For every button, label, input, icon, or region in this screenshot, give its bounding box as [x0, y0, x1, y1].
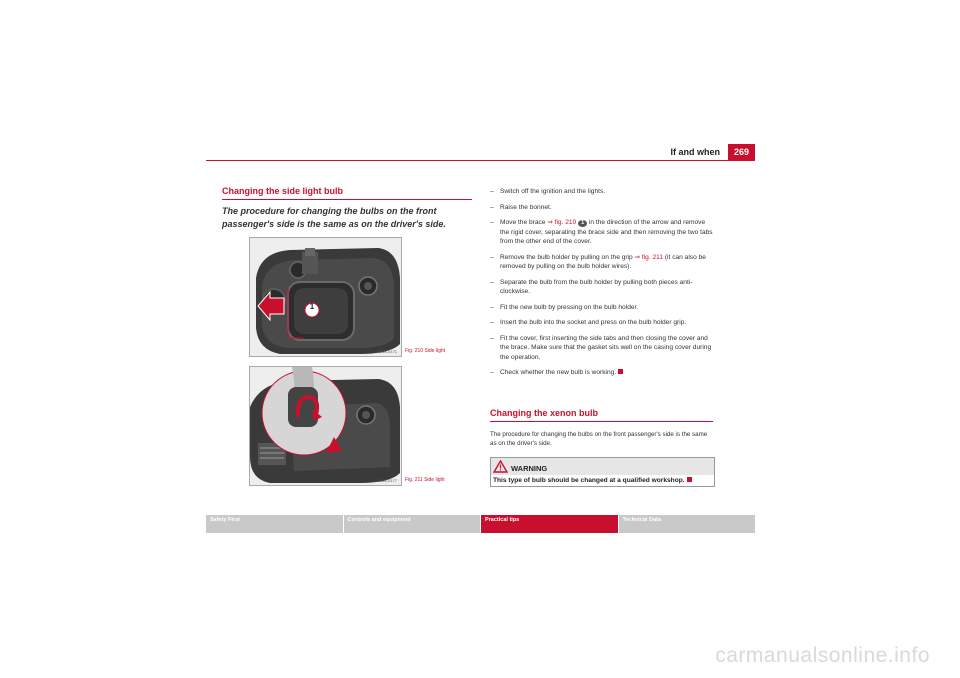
header-rule	[206, 160, 755, 161]
figure-210-caption: Fig. 210 Side light	[405, 348, 446, 354]
page-number: 269	[728, 144, 755, 161]
figure-210	[249, 237, 402, 357]
callout-badge: 1	[578, 220, 587, 227]
step-item: – Check whether the new bulb is working.	[490, 368, 715, 377]
step-item: – Separate the bulb from the bulb holder by pulling both pieces anti-clockwise.	[490, 278, 715, 297]
end-of-section-icon	[687, 477, 692, 482]
bulb-holder-illustration	[250, 367, 401, 485]
figure-code: B5M-0171	[378, 349, 397, 354]
warning-header	[491, 458, 714, 475]
footer-tab-controls[interactable]: Controls and equipment	[344, 515, 481, 533]
section-intro: The procedure for changing the bulbs on the front passenger's side is the same as on the driver's side.	[222, 206, 446, 229]
step-item: – Move the brace ⇒ fig. 210 1 in the direction of the arrow and remove the rigid cover, separating the brace side and then removing the two tabs from the other end of the cover.	[490, 218, 715, 246]
end-of-section-icon	[618, 369, 623, 374]
figure-211-caption: Fig. 211 Side light	[405, 477, 445, 483]
header-title: If and when	[670, 147, 720, 157]
footer-tab-practical-tips[interactable]: Practical tips	[481, 515, 618, 533]
footer-tab-technical-data[interactable]: Technical Data	[619, 515, 756, 533]
step-item: – Raise the bonnet.	[490, 203, 715, 212]
step-item: – Insert the bulb into the socket and press on the bulb holder grip.	[490, 318, 715, 327]
warning-box	[490, 457, 715, 487]
warning-triangle-icon	[493, 460, 508, 473]
step-item: – Switch off the ignition and the lights.	[490, 187, 715, 196]
section-body-xenon: The procedure for changing the bulbs on the front passenger's side is the same as on the driver's side.	[490, 431, 708, 447]
figure-callout-1: 1	[309, 302, 315, 311]
step-item: – Remove the bulb holder by pulling on the grip ⇒ fig. 211 (it can also be removed by pulling on the bulb holder wires).	[490, 253, 715, 272]
watermark: carmanualsonline.info	[715, 644, 930, 667]
footer-tab-safety-first[interactable]: Safety First	[206, 515, 343, 533]
footer-nav	[206, 515, 755, 533]
figure-reference-link[interactable]: ⇒ fig. 211	[634, 253, 664, 261]
warning-text: This type of bulb should be changed at a qualified workshop.	[493, 477, 692, 484]
section-title-xenon: Changing the xenon bulb	[490, 408, 713, 422]
section-title-side-light: Changing the side light bulb	[222, 186, 472, 200]
figure-reference-link[interactable]: ⇒ fig. 210	[547, 219, 577, 227]
figure-code: B5M-0177	[378, 478, 397, 483]
figure-211	[249, 366, 402, 486]
step-item: – Fit the cover, first inserting the side tabs and then closing the cover and the brace. Make sure that the gasket sits well on the casing cover during the operation.	[490, 334, 715, 362]
step-item: – Fit the new bulb by pressing on the bulb holder.	[490, 303, 715, 312]
warning-title: WARNING	[511, 464, 548, 473]
headlight-brace-illustration	[250, 238, 401, 356]
procedure-steps	[490, 187, 715, 384]
